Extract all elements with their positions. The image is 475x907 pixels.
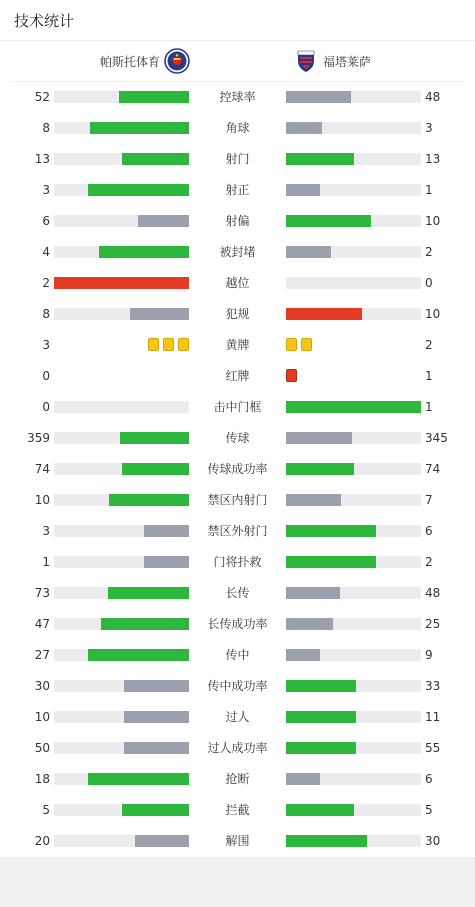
stat-row [0,423,475,454]
stat-row [0,733,475,764]
stats-list [0,82,475,857]
away-team-name: 福塔莱萨 [323,54,372,69]
yellow-card-icon [286,338,297,351]
stat-label: 控球率 [219,90,256,104]
away-stat-value: 30 [425,834,441,848]
away-stat-value: 74 [425,462,441,476]
away-stat-value: 33 [425,679,441,693]
stat-row [0,547,475,578]
home-stat-bar [54,215,189,227]
home-stat-value: 3 [42,524,50,538]
home-stat-value: 74 [34,462,50,476]
away-stat-bar-fill [286,804,354,816]
away-stat-bar [286,835,421,847]
stat-label: 被封堵 [219,245,256,259]
stat-row [0,826,475,857]
home-stat-bar [54,91,189,103]
home-team[interactable] [100,48,190,74]
stat-label: 角球 [225,121,250,135]
home-stat-bar-fill [101,618,189,630]
away-stat-bar [286,525,421,537]
away-stat-bar [286,184,421,196]
home-stat-bar [54,711,189,723]
stat-row [0,392,475,423]
away-stat-bar-fill [286,711,356,723]
stat-row [0,702,475,733]
home-stat-bar [54,153,189,165]
home-team-name: 帕斯托体育 [99,54,160,69]
home-stat-value: 20 [34,834,50,848]
home-stat-bar-fill [144,525,189,537]
home-stat-value: 0 [42,369,50,383]
stat-row [0,330,475,361]
away-stat-value: 10 [425,214,441,228]
home-stat-value: 50 [34,741,50,755]
home-stat-bar [54,463,189,475]
home-stat-bar-fill [124,680,189,692]
stat-row [0,609,475,640]
away-stat-bar-fill [286,91,351,103]
teams-header [10,41,465,82]
away-stat-bar [286,122,421,134]
yellow-card-icon [163,338,174,351]
away-stat-bar-fill [286,649,320,661]
away-stat-value: 11 [425,710,441,724]
stat-row [0,764,475,795]
away-yellow-cards [286,338,312,351]
stat-row [0,671,475,702]
away-team[interactable] [293,48,371,74]
home-stat-value: 0 [42,400,50,414]
stat-row [0,485,475,516]
stat-label: 红牌 [225,369,250,383]
stat-label: 长传成功率 [207,617,268,631]
away-stat-bar [286,680,421,692]
away-stat-bar [286,742,421,754]
stat-label: 传中 [225,648,250,662]
away-stat-value: 13 [425,152,441,166]
home-stat-value: 47 [34,617,50,631]
home-stat-bar-fill [88,184,189,196]
stat-row [0,299,475,330]
away-stat-bar [286,773,421,785]
fortaleza-club-crest-icon [293,48,319,74]
red-card-icon [286,369,297,382]
stat-label: 传球 [225,431,250,445]
home-stat-value: 359 [27,431,50,445]
home-stat-bar [54,432,189,444]
stat-row [0,175,475,206]
home-stat-value: 4 [42,245,50,259]
stat-row [0,237,475,268]
stat-label: 禁区内射门 [207,493,268,507]
away-stat-bar-fill [286,153,354,165]
stat-label: 过人成功率 [207,741,268,755]
away-stat-bar-fill [286,494,341,506]
away-stat-value: 1 [425,400,433,414]
home-stat-bar [54,773,189,785]
home-stat-bar [54,246,189,258]
away-stat-bar [286,649,421,661]
home-stat-value: 30 [34,679,50,693]
away-stat-bar-fill [286,432,352,444]
stat-label: 解围 [225,834,250,848]
home-stat-value: 8 [42,121,50,135]
away-stat-bar-fill [286,556,376,568]
home-stat-value: 8 [42,307,50,321]
yellow-card-icon [178,338,189,351]
away-stat-bar-fill [286,215,371,227]
stat-label: 抢断 [225,772,250,786]
home-stat-bar-fill [108,587,189,599]
away-stat-value: 6 [425,524,433,538]
away-stat-value: 2 [425,245,433,259]
stat-label: 传中成功率 [207,679,268,693]
home-stat-bar-fill [90,122,189,134]
away-stat-bar-fill [286,835,367,847]
home-stat-bar [54,649,189,661]
home-stat-bar-fill [120,432,189,444]
away-stat-bar-fill [286,308,362,320]
home-stat-value: 2 [42,276,50,290]
home-stat-value: 52 [34,90,50,104]
home-stat-bar [54,122,189,134]
away-stat-bar [286,587,421,599]
home-stat-bar-fill [124,742,189,754]
stat-label: 射正 [225,183,250,197]
away-stat-bar [286,432,421,444]
section-header [0,0,475,41]
stat-row [0,206,475,237]
away-stat-bar [286,463,421,475]
away-stat-value: 2 [425,338,433,352]
away-stat-value: 9 [425,648,433,662]
away-stat-bar-fill [286,525,376,537]
away-stat-value: 25 [425,617,441,631]
home-stat-value: 18 [34,772,50,786]
home-stat-bar-fill [54,277,189,289]
stat-row [0,268,475,299]
home-stat-bar-fill [135,835,189,847]
away-stat-value: 3 [425,121,433,135]
home-stat-bar [54,835,189,847]
stat-label: 犯规 [225,307,250,321]
away-stat-bar-fill [286,587,340,599]
stat-label: 击中门框 [213,400,262,414]
home-stat-value: 3 [42,183,50,197]
away-stat-value: 1 [425,369,433,383]
home-stat-bar [54,184,189,196]
home-stat-bar-fill [109,494,189,506]
home-stat-value: 13 [34,152,50,166]
stat-row [0,144,475,175]
stat-row [0,640,475,671]
away-stat-bar-fill [286,184,320,196]
away-stat-bar [286,711,421,723]
away-stat-bar [286,91,421,103]
home-stat-value: 10 [34,493,50,507]
yellow-card-icon [148,338,159,351]
home-stat-bar-fill [138,215,189,227]
away-stat-bar-fill [286,618,333,630]
away-stat-bar [286,618,421,630]
stat-label: 拦截 [225,803,250,817]
away-stat-bar-fill [286,463,354,475]
stat-row [0,113,475,144]
stat-label: 黄牌 [225,338,250,352]
away-stat-bar [286,153,421,165]
home-stat-bar [54,587,189,599]
stat-row [0,454,475,485]
away-stat-bar [286,246,421,258]
away-stat-bar [286,494,421,506]
home-stat-bar [54,308,189,320]
home-stat-bar [54,556,189,568]
home-stat-bar [54,804,189,816]
away-stat-bar-fill [286,680,356,692]
home-stat-bar-fill [130,308,189,320]
home-stat-bar [54,525,189,537]
stat-label: 越位 [225,276,250,290]
stat-label: 传球成功率 [207,462,268,476]
pasto-club-crest-icon [164,48,190,74]
home-stat-value: 3 [42,338,50,352]
home-stat-value: 5 [42,803,50,817]
home-stat-bar-fill [119,91,189,103]
stat-row [0,516,475,547]
away-stat-bar [286,277,421,289]
home-stat-value: 1 [42,555,50,569]
away-stat-bar-fill [286,246,331,258]
away-stat-bar-fill [286,742,356,754]
away-stat-bar [286,215,421,227]
home-yellow-cards [148,338,189,351]
away-stat-value: 5 [425,803,433,817]
away-stat-bar [286,804,421,816]
home-stat-value: 10 [34,710,50,724]
home-stat-bar-fill [88,649,189,661]
home-stat-bar-fill [124,711,189,723]
home-stat-bar-fill [122,153,190,165]
away-stat-value: 10 [425,307,441,321]
home-stat-bar [54,494,189,506]
away-stat-bar [286,401,421,413]
home-stat-bar-fill [99,246,189,258]
home-stat-bar [54,277,189,289]
away-red-cards [286,369,297,382]
away-stat-bar [286,556,421,568]
away-stat-bar-fill [286,773,320,785]
stat-row [0,795,475,826]
home-stat-value: 73 [34,586,50,600]
home-stat-bar-fill [144,556,189,568]
stat-label: 射偏 [225,214,250,228]
stat-label: 门将扑救 [213,555,262,569]
home-stat-bar-fill [88,773,189,785]
home-stat-bar-fill [122,463,190,475]
away-stat-value: 6 [425,772,433,786]
away-stat-value: 2 [425,555,433,569]
stat-row [0,361,475,392]
stat-label: 过人 [225,710,250,724]
home-stat-bar [54,742,189,754]
home-stat-value: 6 [42,214,50,228]
home-stat-bar [54,680,189,692]
away-stat-value: 7 [425,493,433,507]
section-title: 技术统计 [14,11,75,30]
stat-label: 射门 [225,152,250,166]
home-stat-bar [54,401,189,413]
away-stat-value: 0 [425,276,433,290]
away-stat-bar-fill [286,401,421,413]
stat-label: 禁区外射门 [207,524,268,538]
away-stat-value: 55 [425,741,441,755]
home-stat-bar-fill [122,804,190,816]
away-stat-value: 48 [425,586,441,600]
away-stat-bar-fill [286,122,322,134]
stat-label: 长传 [225,586,250,600]
away-stat-value: 1 [425,183,433,197]
stat-row [0,578,475,609]
away-stat-bar [286,308,421,320]
yellow-card-icon [301,338,312,351]
home-stat-bar [54,618,189,630]
stat-row [0,82,475,113]
away-stat-value: 345 [425,431,448,445]
away-stat-value: 48 [425,90,441,104]
home-stat-value: 27 [34,648,50,662]
